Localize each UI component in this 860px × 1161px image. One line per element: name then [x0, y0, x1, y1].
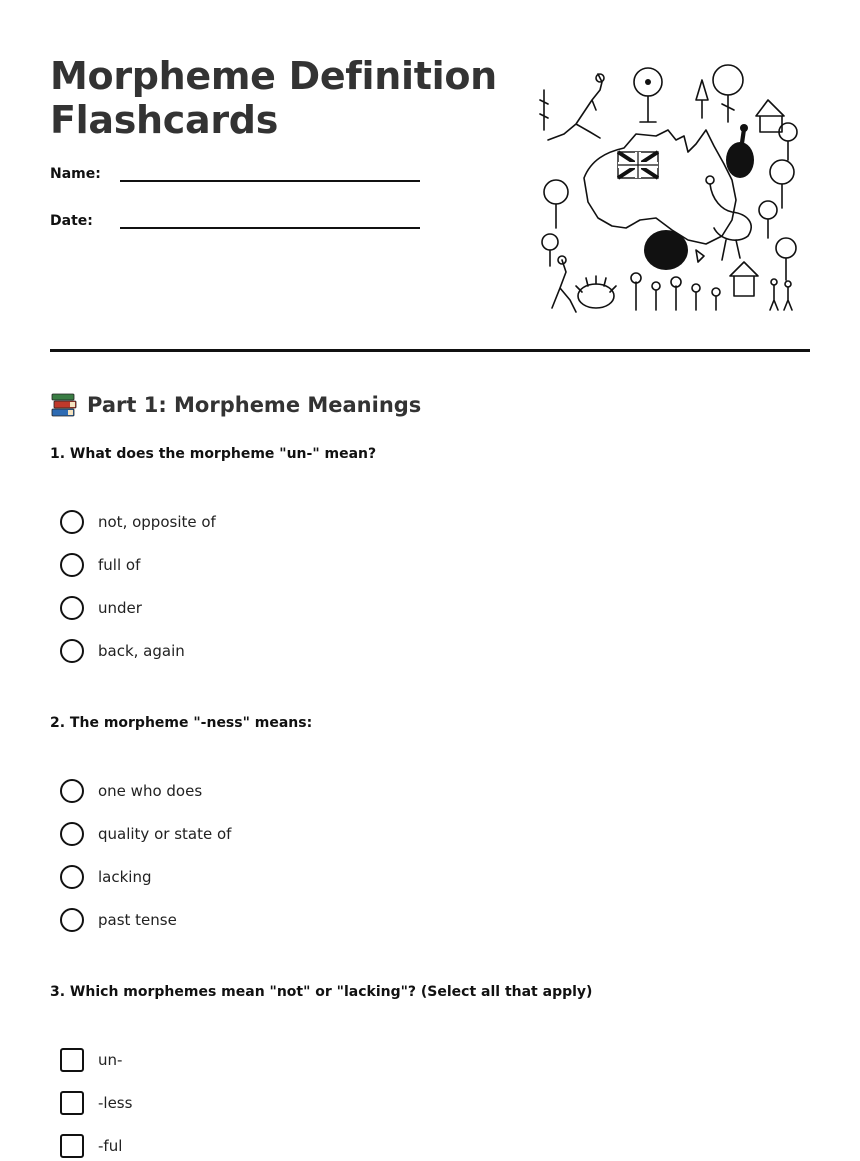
radio-button[interactable]: [60, 822, 84, 846]
flag-icon: [618, 152, 658, 178]
date-field[interactable]: [50, 213, 430, 243]
radio-button[interactable]: [60, 908, 84, 932]
australia-animals-illustration: [536, 60, 808, 322]
option-label: under: [98, 599, 142, 617]
q1-option-3[interactable]: [60, 595, 142, 621]
section-title: Part 1: Morpheme Meanings: [87, 393, 422, 417]
q2-option-4[interactable]: [60, 907, 177, 933]
option-label: -less: [98, 1094, 133, 1112]
checkbox[interactable]: [60, 1048, 84, 1072]
radio-button[interactable]: [60, 510, 84, 534]
radio-button[interactable]: [60, 639, 84, 663]
q1-option-1[interactable]: [60, 509, 216, 535]
q2-option-3[interactable]: [60, 864, 152, 890]
q2-option-1[interactable]: [60, 778, 202, 804]
checkbox[interactable]: [60, 1134, 84, 1158]
option-label: quality or state of: [98, 825, 232, 843]
q1-option-2[interactable]: [60, 552, 140, 578]
radio-button[interactable]: [60, 865, 84, 889]
section-divider: [50, 349, 810, 352]
name-line[interactable]: [120, 180, 420, 182]
option-label: not, opposite of: [98, 513, 216, 531]
books-icon: [50, 392, 78, 418]
q2-option-2[interactable]: [60, 821, 231, 847]
q3-option-2[interactable]: [60, 1090, 132, 1116]
checkbox[interactable]: [60, 1091, 84, 1115]
section-heading: [50, 390, 421, 420]
option-label: back, again: [98, 642, 185, 660]
question-3-text: 3. Which morphemes mean "not" or "lacking"? (Select all that apply): [50, 984, 593, 1000]
date-label: Date:: [50, 213, 93, 229]
radio-button[interactable]: [60, 553, 84, 577]
option-label: full of: [98, 556, 141, 574]
question-2-text: 2. The morpheme "-ness" means:: [50, 715, 313, 731]
option-label: past tense: [98, 911, 177, 929]
page-title: Morpheme Definition Flashcards: [50, 54, 497, 142]
option-label: one who does: [98, 782, 203, 800]
option-label: lacking: [98, 868, 152, 886]
question-1-text: 1. What does the morpheme "un-" mean?: [50, 446, 377, 462]
date-line[interactable]: [120, 227, 420, 229]
q1-option-4[interactable]: [60, 638, 185, 664]
q3-option-1[interactable]: [60, 1047, 122, 1073]
radio-button[interactable]: [60, 596, 84, 620]
option-label: -ful: [98, 1137, 123, 1155]
option-label: un-: [98, 1051, 123, 1069]
radio-button[interactable]: [60, 779, 84, 803]
name-field[interactable]: [50, 166, 430, 196]
name-label: Name:: [50, 166, 101, 182]
q3-option-3[interactable]: [60, 1133, 122, 1159]
